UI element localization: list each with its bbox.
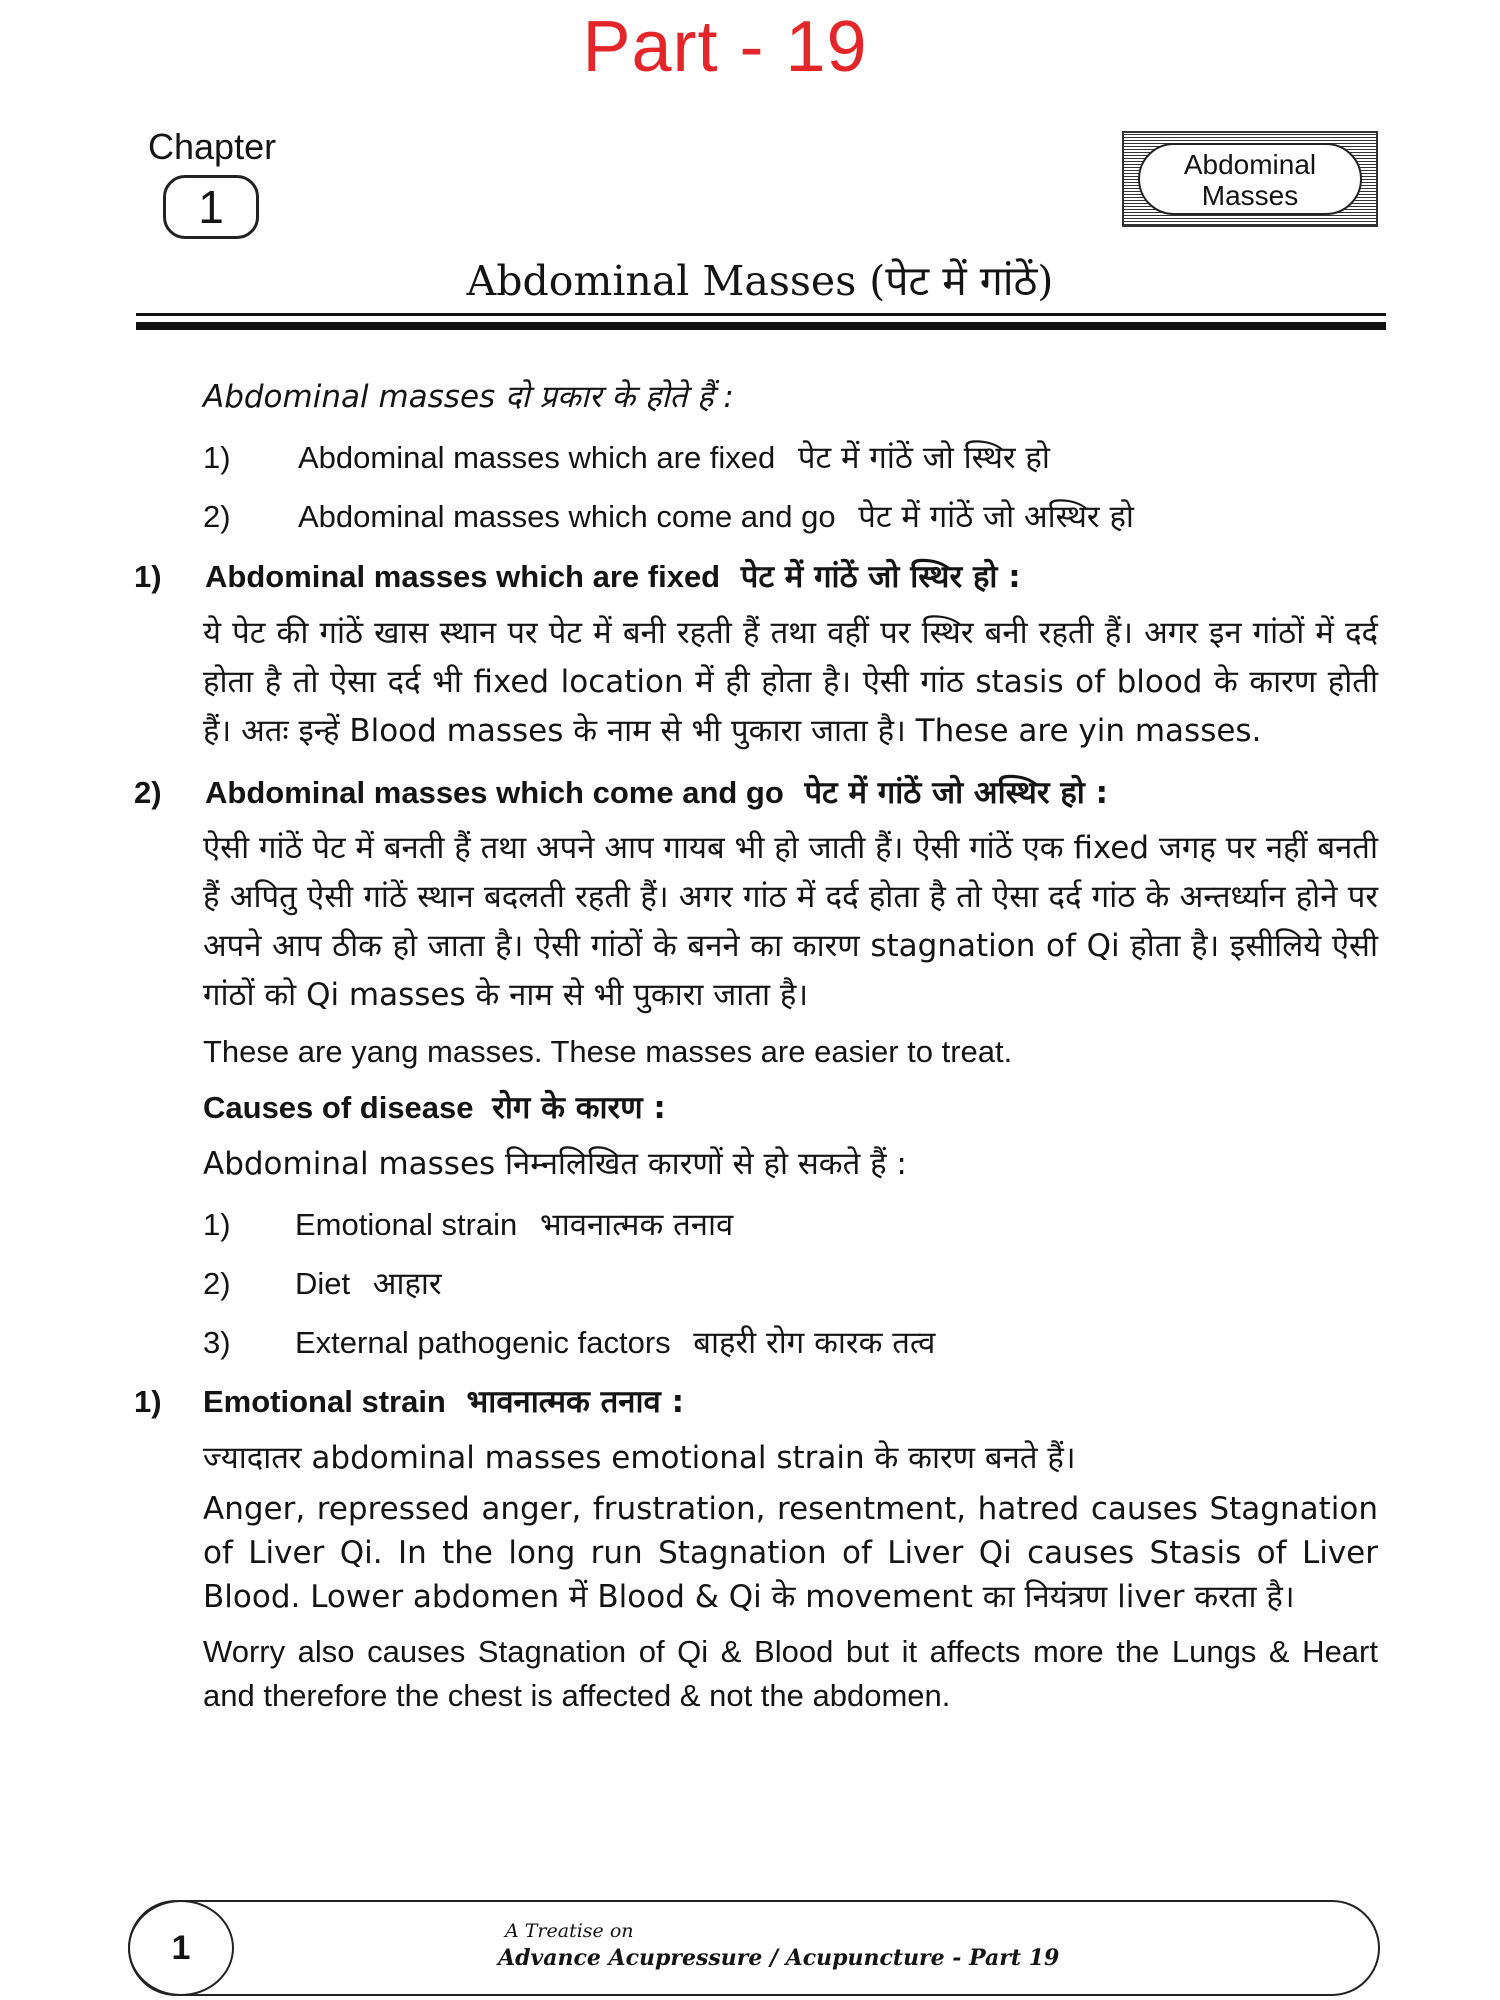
- section1-number: 1): [134, 559, 162, 594]
- section1-heading-hi: पेट में गांठें जो स्थिर हो :: [740, 559, 1021, 595]
- cause-item-label: [295, 1259, 442, 1309]
- chapter-tag-line1: Abdominal: [1183, 149, 1317, 180]
- footer-book-title: Advance Acupressure / Acupuncture - Part 19: [498, 1945, 1060, 1971]
- chapter-tag: [1138, 143, 1362, 215]
- emotional-p2: Anger, repressed anger, frustration, resentment, hatred causes Stagnation of Liver Qi. In the long run Stagnation of Liver Qi causes Stasis of Liver Blood. Lower abdomen में Blood & Qi के movement का नियंत्रण liver करता है।: [203, 1491, 1378, 1615]
- emotional-p3: Worry also causes Stagnation of Qi & Blood but it affects more the Lungs & Heart and therefore the chest is affected & not the abdomen.: [203, 1634, 1378, 1713]
- section1-body: ये पेट की गांठें खास स्थान पर पेट में बनी रहती हैं तथा वहीं पर स्थिर बनी रहती हैं। अगर इन गांठों में दर्द होता है तो ऐसा दर्द भी fixed location में ही होता है। ऐसी गांठ stasis of blood के कारण होती हैं। अतः इन्हें Blood masses के नाम से भी पुकारा जाता है। These are yin masses.: [203, 615, 1378, 749]
- intro-item-hi: पेट में गांठें जो स्थिर हो: [797, 440, 1050, 476]
- intro-item-label: [298, 433, 1050, 483]
- emotional-heading-hi: भावनात्मक तनाव :: [466, 1384, 684, 1420]
- section2-number: 2): [134, 775, 162, 810]
- intro-item-number: 2): [203, 499, 231, 534]
- cause-item-label: [295, 1318, 935, 1368]
- causes-heading-hi: रोग के कारण :: [492, 1090, 666, 1126]
- intro-item-en: Abdominal masses which are fixed: [298, 440, 776, 475]
- section2-note: These are yang masses. These masses are easier to treat.: [203, 1034, 1013, 1069]
- intro-item-number: 1): [203, 440, 231, 475]
- section1-heading-en: Abdominal masses which are fixed: [205, 559, 721, 594]
- cause-item-number: 3): [203, 1325, 231, 1360]
- causes-heading: [203, 1083, 666, 1133]
- emotional-heading-en: Emotional strain: [203, 1384, 446, 1419]
- chapter-label: Chapter: [148, 126, 277, 167]
- emotional-heading: [203, 1377, 684, 1427]
- intro-item-label: [298, 492, 1134, 542]
- chapter-tag-line2: Masses: [1201, 180, 1299, 211]
- intro-lead: Abdominal masses दो प्रकार के होते हैं :: [203, 379, 734, 415]
- footer-line1: A Treatise on: [505, 1920, 634, 1942]
- section2-body: ऐसी गांठें पेट में बनती हैं तथा अपने आप गायब भी हो जाती हैं। ऐसी गांठें एक fixed जगह पर नहीं बनती हैं अपितु ऐसी गांठें स्थान बदलती रहती हैं। अगर गांठ में दर्द होता है तो ऐसा दर्द गांठ के अन्तर्ध्यान होने पर अपने आप ठीक हो जाता है। ऐसी गांठों के बनने का कारण stagnation of Qi होता है। इसीलिये ऐसी गांठों को Qi masses के नाम से भी पुकारा जाता है।: [203, 830, 1378, 1013]
- cause-item-number: 1): [203, 1207, 231, 1242]
- intro-item-en: Abdominal masses which come and go: [298, 499, 836, 534]
- cause-item-hi: आहार: [372, 1266, 442, 1302]
- causes-lead: Abdominal masses निम्नलिखित कारणों से हो सकते हैं :: [203, 1146, 907, 1182]
- section2-heading-hi: पेट में गांठें जो अस्थिर हो :: [804, 775, 1109, 811]
- causes-heading-en: Causes of disease: [203, 1090, 474, 1125]
- cause-item-label: [295, 1200, 733, 1250]
- cause-item-hi: बाहरी रोग कारक तत्व: [693, 1325, 936, 1361]
- chapter-number: 1: [163, 175, 259, 239]
- part-label: Part - 19: [582, 7, 868, 87]
- cause-item-number: 2): [203, 1266, 231, 1301]
- title-rule-thick: [136, 322, 1386, 330]
- emotional-p1: ज्यादातर abdominal masses emotional strain के कारण बनते हैं।: [203, 1440, 1076, 1476]
- title-rule-thin: [136, 313, 1386, 316]
- section1-heading: [205, 552, 1021, 602]
- chapter-tag-box: [1122, 131, 1378, 227]
- page-title: Abdominal Masses (पेट में गांठें): [466, 257, 1054, 305]
- page-number: 1: [128, 1900, 234, 1996]
- section2-heading-en: Abdominal masses which come and go: [205, 775, 784, 810]
- cause-item-en: External pathogenic factors: [295, 1325, 671, 1360]
- cause-item-en: Diet: [295, 1266, 351, 1301]
- intro-item-hi: पेट में गांठें जो अस्थिर हो: [858, 499, 1134, 535]
- emotional-number: 1): [134, 1384, 162, 1419]
- cause-item-hi: भावनात्मक तनाव: [539, 1207, 734, 1243]
- section2-heading: [205, 768, 1108, 818]
- cause-item-en: Emotional strain: [295, 1207, 518, 1242]
